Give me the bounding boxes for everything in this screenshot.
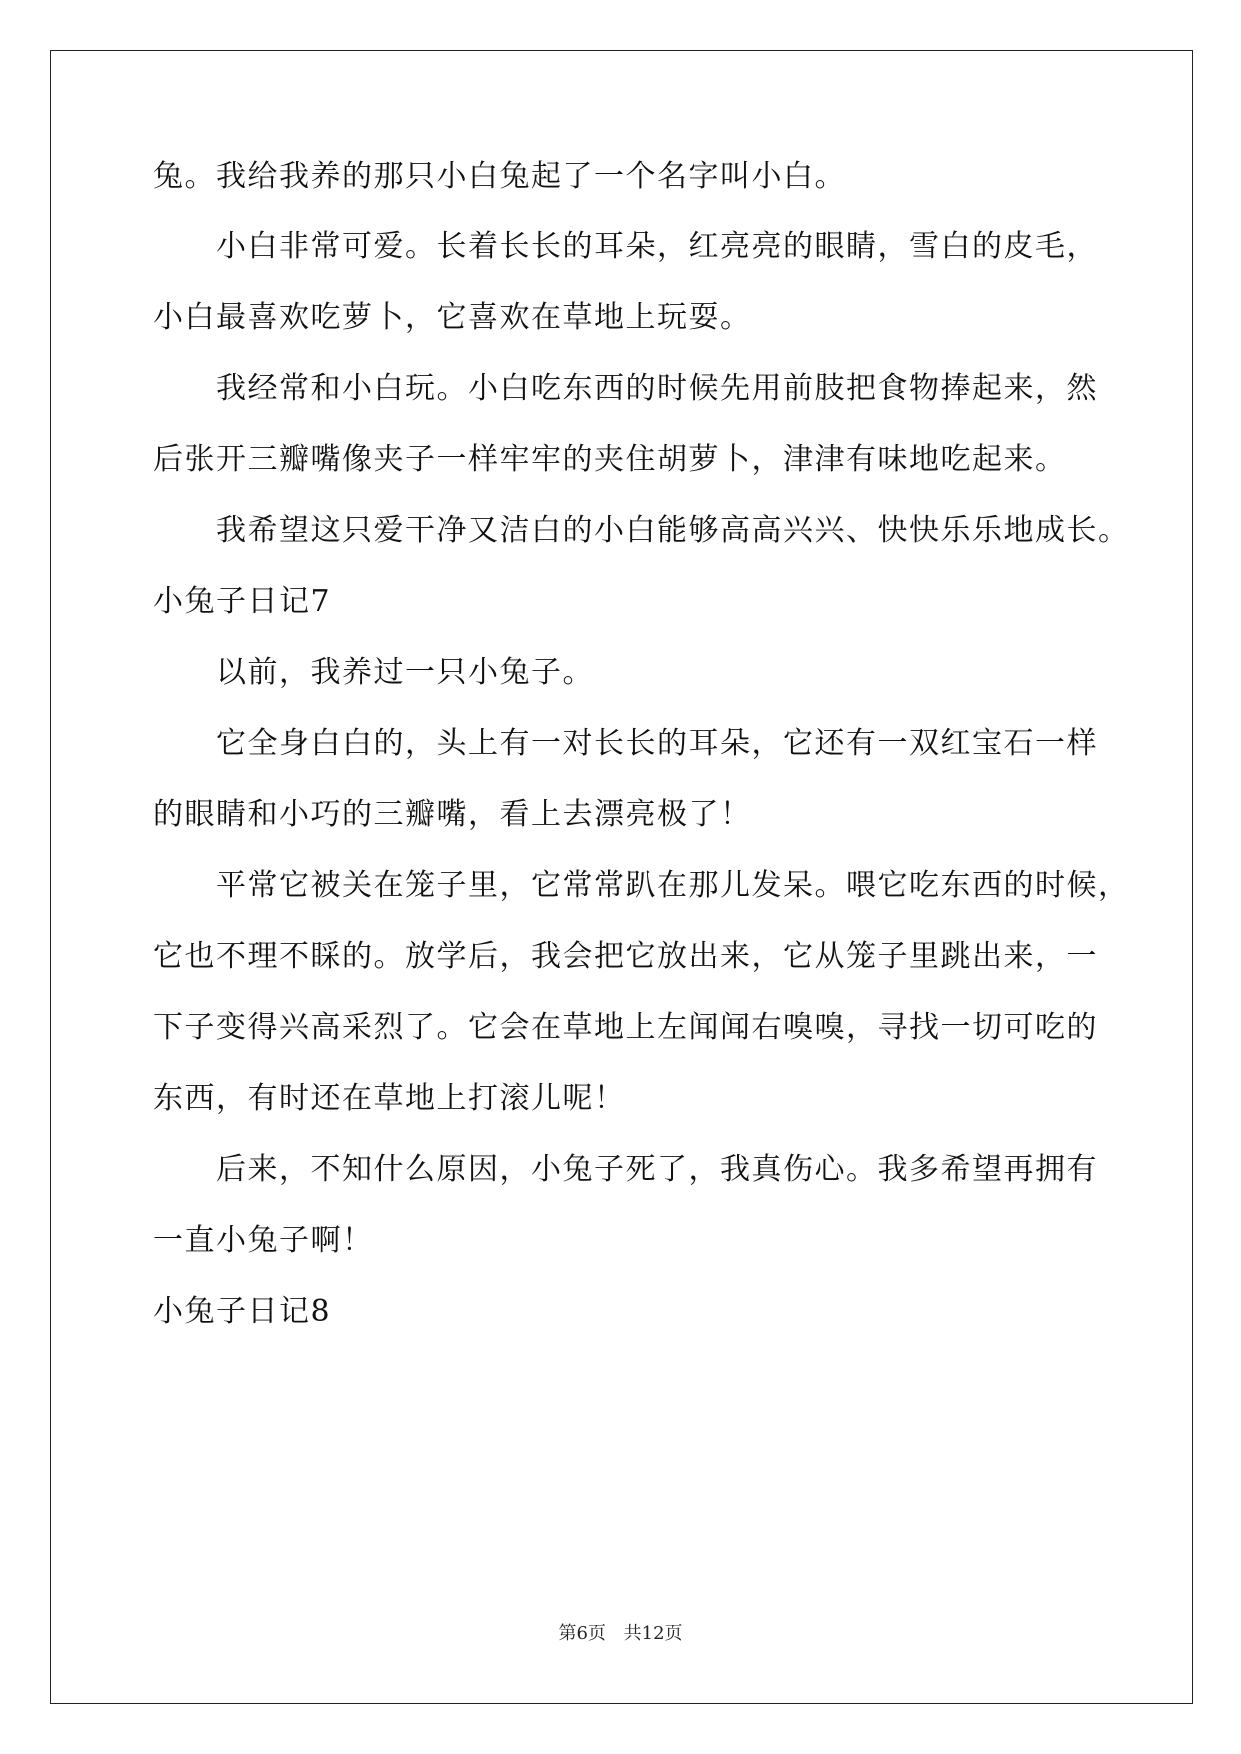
paragraph-start: 平常它被关在笼子里，它常常趴在那儿发呆。喂它吃东西的时候， <box>216 868 1130 903</box>
text-line: 下子变得兴高采烈了。它会在草地上左闻闻右嗅嗅，寻找一切可吃的 <box>153 1010 1098 1045</box>
section-heading: 小兔子日记8 <box>153 1294 332 1329</box>
page-footer <box>0 1622 1241 1646</box>
text-line: 一直小兔子啊！ <box>153 1223 374 1258</box>
paragraph-start: 我经常和小白玩。小白吃东西的时候先用前肢把食物捧起来，然 <box>216 371 1098 406</box>
text-line: 兔。我给我养的那只小白兔起了一个名字叫小白。 <box>153 159 846 194</box>
text-line: 后张开三瓣嘴像夹子一样牢牢的夹住胡萝卜，津津有味地吃起来。 <box>153 442 1067 477</box>
text-line: 东西，有时还在草地上打滚儿呢！ <box>153 1081 626 1116</box>
paragraph-start: 后来，不知什么原因，小兔子死了，我真伤心。我多希望再拥有 <box>216 1152 1098 1187</box>
paragraph-start: 以前，我养过一只小兔子。 <box>216 655 594 690</box>
text-line: 的眼睛和小巧的三瓣嘴，看上去漂亮极了！ <box>153 797 752 832</box>
page-number-total: 共12页 <box>623 1623 683 1644</box>
text-line: 它也不理不睬的。放学后，我会把它放出来，它从笼子里跳出来，一 <box>153 939 1098 974</box>
section-heading: 小兔子日记7 <box>153 584 332 619</box>
paragraph-start: 它全身白白的，头上有一对长长的耳朵，它还有一双红宝石一样 <box>216 726 1098 761</box>
page-number-current: 第6页 <box>558 1623 606 1644</box>
text-line: 小白最喜欢吃萝卜，它喜欢在草地上玩耍。 <box>153 300 752 335</box>
paragraph-start: 我希望这只爱干净又洁白的小白能够高高兴兴、快快乐乐地成长。 <box>216 513 1130 548</box>
paragraph-start: 小白非常可爱。长着长长的耳朵，红亮亮的眼睛，雪白的皮毛， <box>216 229 1098 264</box>
